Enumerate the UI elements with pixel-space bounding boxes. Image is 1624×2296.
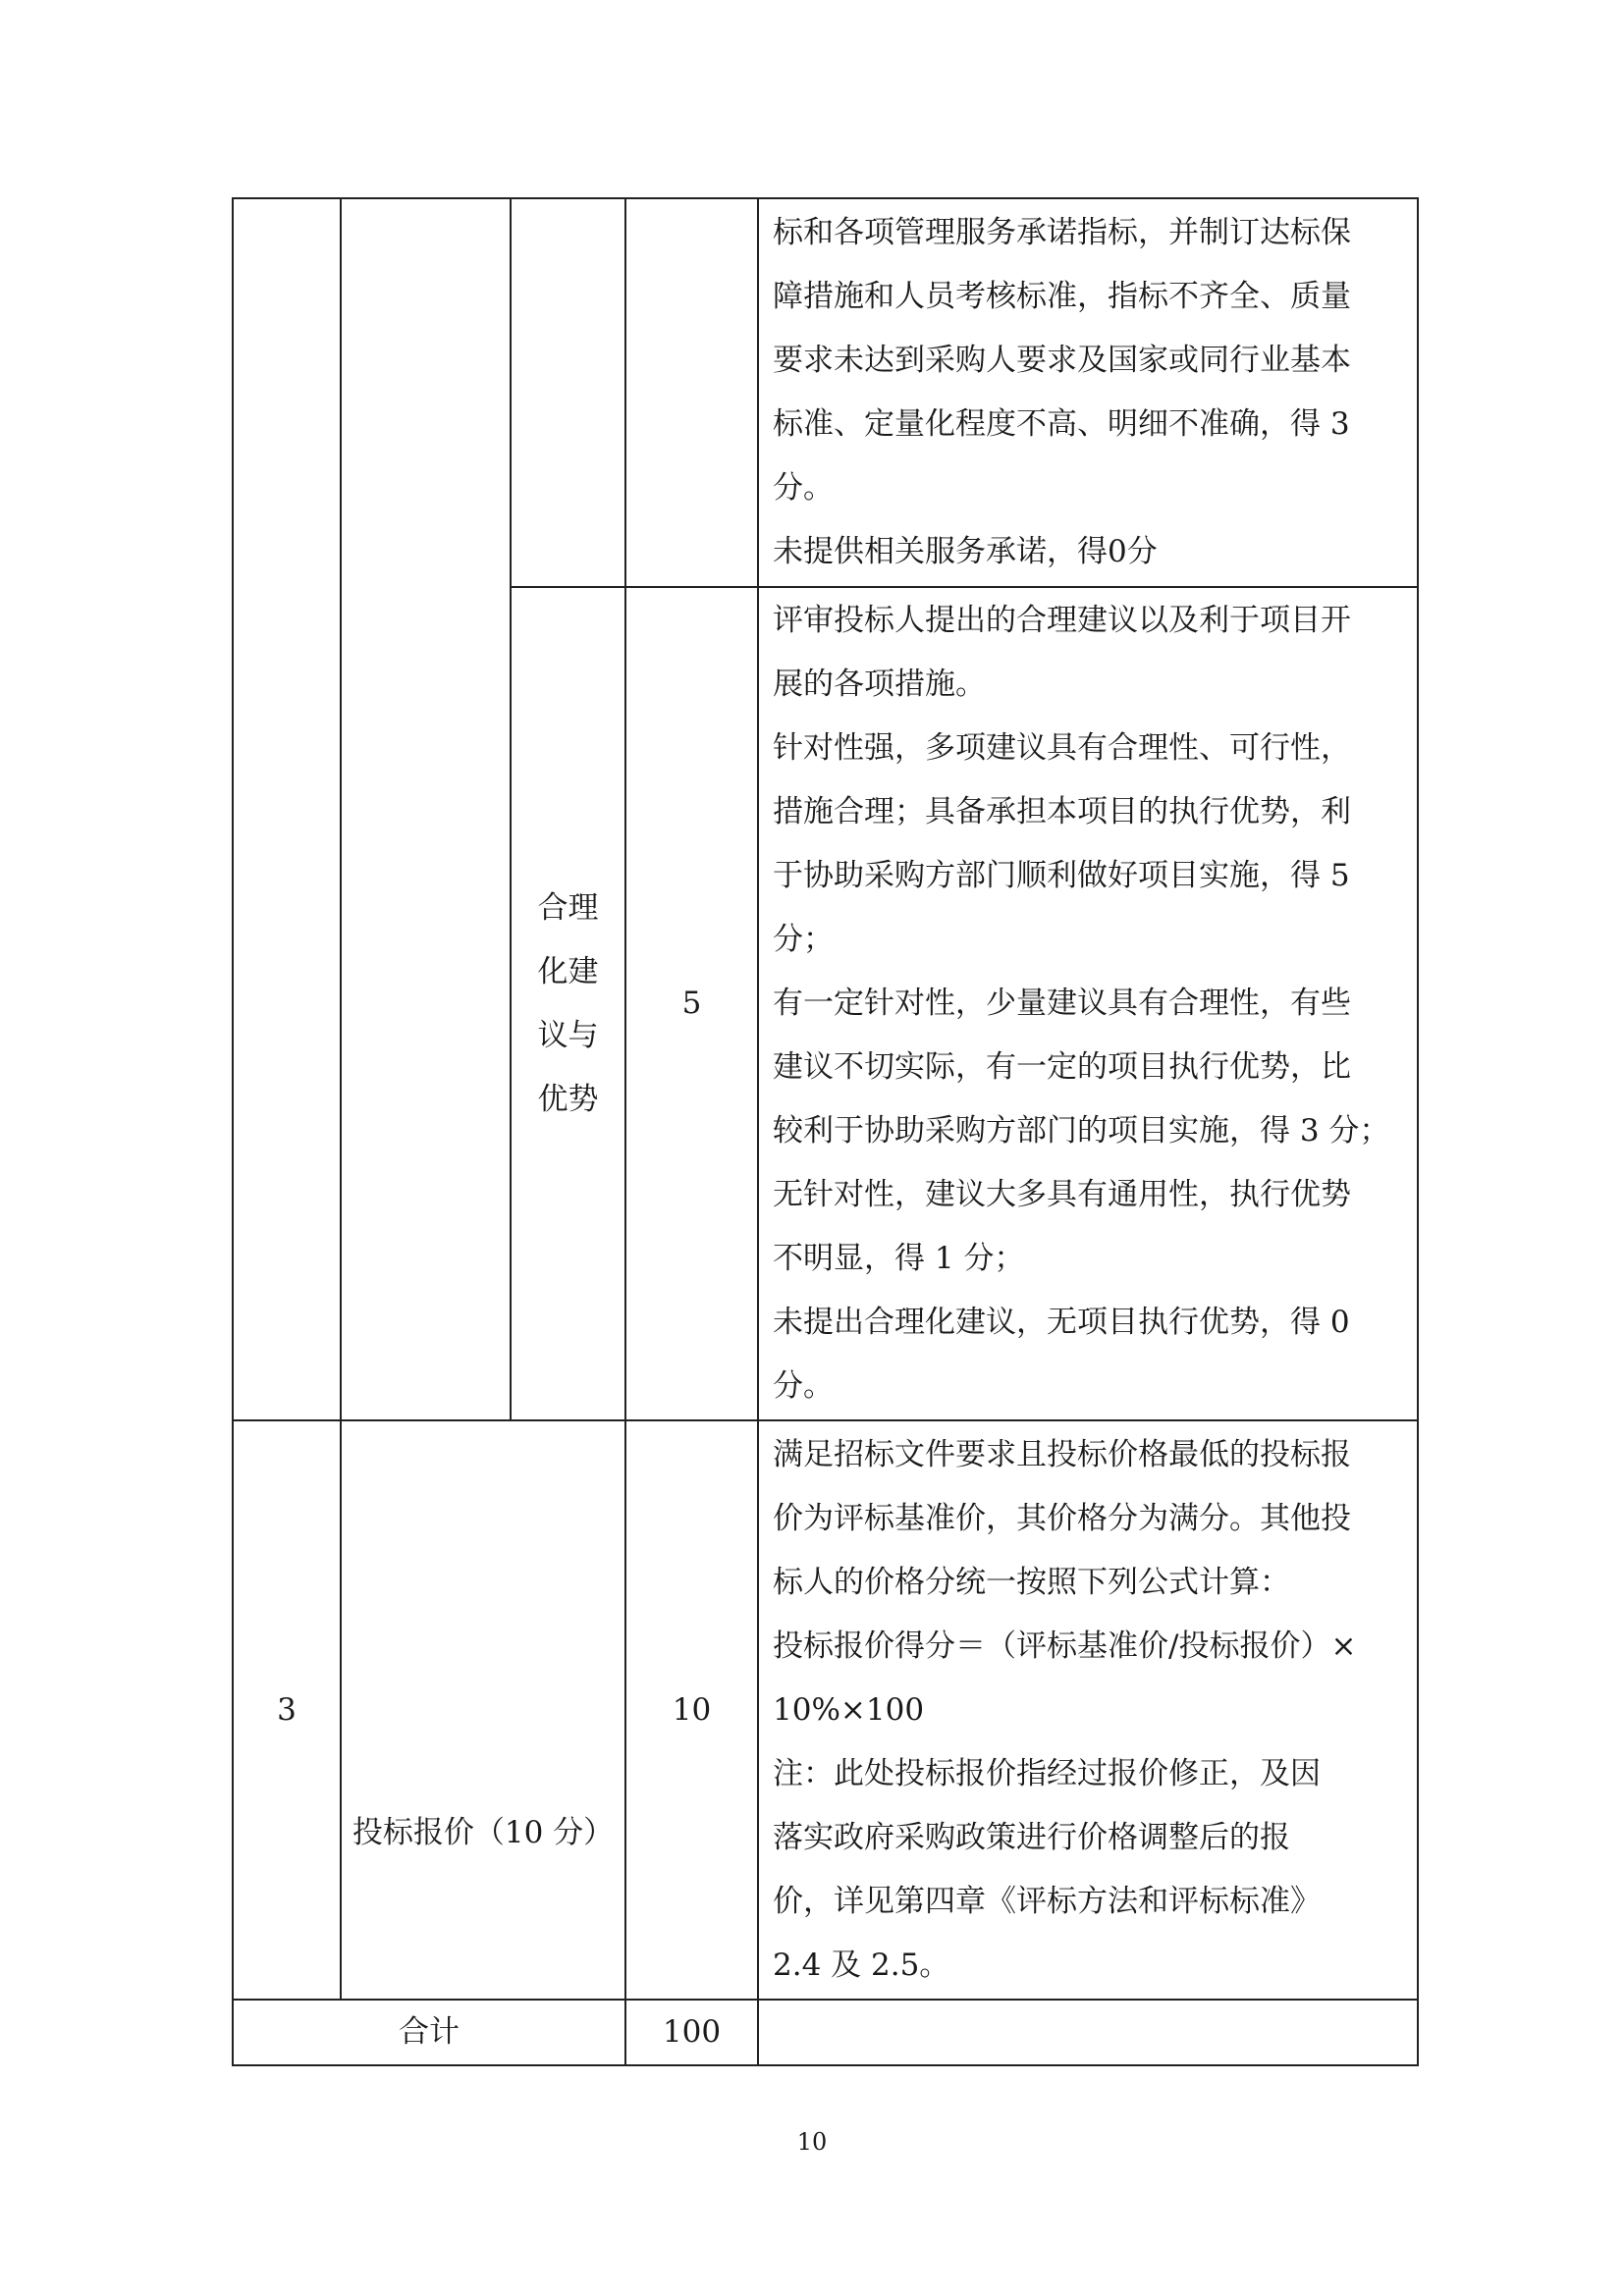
cell-score-empty <box>625 198 758 587</box>
cell-number-empty <box>233 198 341 1420</box>
criteria-line: 措施合理；具备承担本项目的执行优势，利 <box>773 794 1351 829</box>
criteria-line: 评审投标人提出的合理建议以及利于项目开 <box>773 603 1351 638</box>
criteria-line: 要求未达到采购人要求及国家或同行业基本 <box>773 343 1351 378</box>
cell-criteria-continuation <box>758 198 1418 587</box>
criteria-line: 标人的价格分统一按照下列公式计算： <box>773 1564 1290 1600</box>
cell-score-price: 10 <box>625 1420 758 2000</box>
criteria-line: 落实政府采购政策进行价格调整后的报 <box>773 1819 1290 1855</box>
cell-total-label: 合计 <box>233 2000 625 2065</box>
cell-number-price: 3 <box>233 1420 341 2000</box>
criteria-line: 于协助采购方部门顺利做好项目实施，得 5 <box>773 858 1350 893</box>
item-line: 议与 <box>537 1017 599 1053</box>
item-line: 合理 <box>537 889 599 926</box>
criteria-line: 标和各项管理服务承诺指标，并制订达标保 <box>773 215 1351 250</box>
cell-item-price <box>341 1420 625 2000</box>
scoring-table <box>232 197 1419 2066</box>
criteria-line: 注：此处投标报价指经过报价修正，及因 <box>773 1755 1321 1791</box>
cell-item-empty <box>511 198 625 587</box>
cell-criteria-price <box>758 1420 1418 2000</box>
criteria-line: 价为评标基准价，其价格分为满分。其他投 <box>773 1500 1351 1536</box>
criteria-line: 2.4 及 2.5。 <box>773 1947 950 1983</box>
criteria-line: 分； <box>773 922 834 957</box>
criteria-line: 未提供相关服务承诺，得0分 <box>773 534 1158 569</box>
criteria-line: 标准、定量化程度不高、明细不准确，得 3 <box>773 406 1350 442</box>
criteria-line: 障措施和人员考核标准，指标不齐全、质量 <box>773 279 1351 314</box>
table-row-price <box>233 1420 1418 2000</box>
criteria-line: 建议不切实际，有一定的项目执行优势，比 <box>773 1049 1351 1085</box>
criteria-line: 无针对性，建议大多具有通用性，执行优势 <box>773 1177 1351 1212</box>
criteria-line: 10%×100 <box>773 1691 925 1728</box>
page-number: 10 <box>796 2128 828 2156</box>
table-row-total <box>233 2000 1418 2065</box>
criteria-line: 未提出合理化建议，无项目执行优势，得 0 <box>773 1305 1350 1340</box>
criteria-line: 展的各项措施。 <box>773 667 986 702</box>
cell-total-empty <box>758 2000 1418 2065</box>
criteria-line: 投标报价得分＝（评标基准价/投标报价）× <box>773 1628 1357 1664</box>
cell-item-suggestion <box>511 587 625 1420</box>
table-row-continuation <box>233 198 1418 587</box>
criteria-line: 分。 <box>773 470 834 506</box>
criteria-line: 分。 <box>773 1368 834 1404</box>
item-line: 化建 <box>537 953 599 989</box>
cell-category-empty <box>341 198 511 1420</box>
cell-score-suggestion: 5 <box>625 587 758 1420</box>
criteria-line: 满足招标文件要求且投标价格最低的投标报 <box>773 1436 1351 1472</box>
criteria-line: 有一定针对性，少量建议具有合理性，有些 <box>773 986 1351 1021</box>
criteria-line: 价，详见第四章《评标方法和评标标准》 <box>773 1883 1321 1919</box>
cell-total-score: 100 <box>625 2000 758 2065</box>
criteria-line: 针对性强，多项建议具有合理性、可行性， <box>773 730 1351 766</box>
criteria-line: 不明显，得 1 分； <box>773 1241 1025 1276</box>
price-item-label: 投标报价（10 分） <box>352 1814 615 1850</box>
criteria-line: 较利于协助采购方部门的项目实施，得 3 分； <box>773 1113 1390 1148</box>
cell-criteria-suggestion <box>758 587 1418 1420</box>
item-line: 优势 <box>537 1081 599 1117</box>
